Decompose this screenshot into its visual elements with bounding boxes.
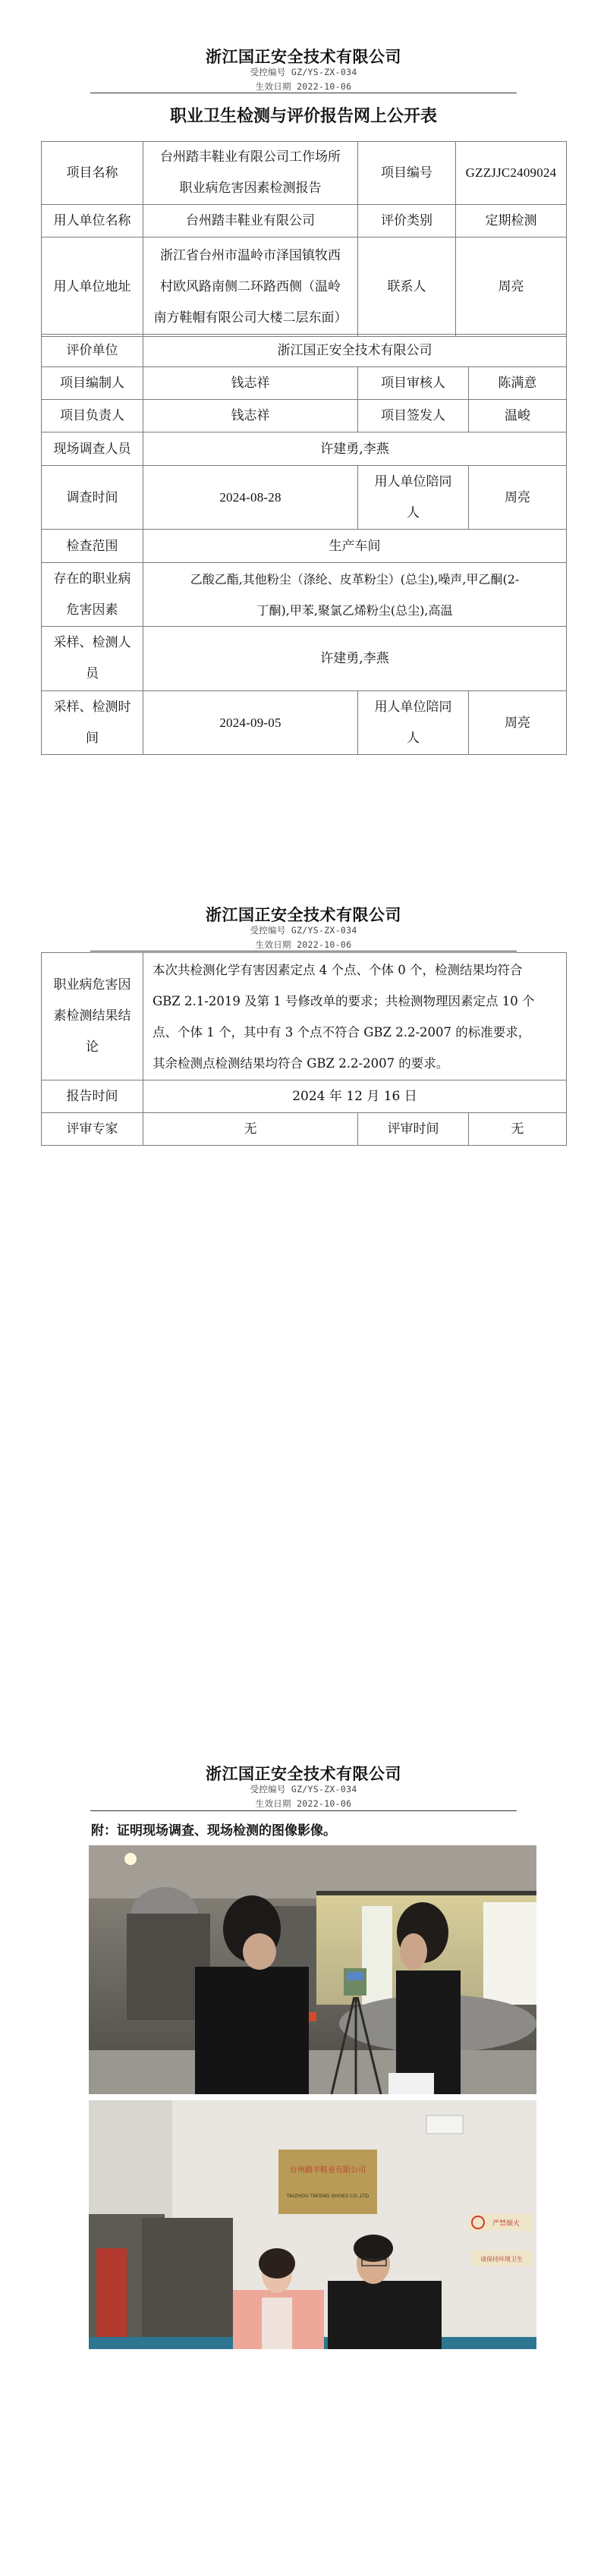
value-compiler: 钱志祥: [143, 367, 358, 400]
value-survey-accompany: 周亮: [469, 466, 567, 530]
control-number: 受控编号 GZ/YS-ZX-034: [250, 67, 357, 77]
project-name-line-1: 台州踏丰鞋业有限公司工作场所: [160, 149, 341, 165]
control-number-p3: 受控编号 GZ/YS-ZX-034: [250, 1784, 357, 1794]
header-divider-p3: [90, 1810, 517, 1811]
control-number-p2: 受控编号 GZ/YS-ZX-034: [250, 925, 357, 936]
sampling-accompany-label-line-2: 人: [407, 730, 420, 746]
label-eval-org: 评价单位: [42, 335, 143, 367]
label-review-time: 评审时间: [358, 1113, 469, 1146]
effective-date-p3: 生效日期 2022-10-06: [255, 1798, 352, 1809]
info-table-bottom: [41, 334, 567, 755]
effective-date: 生效日期 2022-10-06: [255, 81, 352, 92]
hazards-line-2: 丁酮),甲苯,聚氯乙烯粉尘(总尘),高温: [256, 602, 453, 618]
table-row-conclusion: [42, 953, 567, 1080]
value-conclusion: [143, 953, 567, 1080]
value-issuer: 温峻: [469, 400, 567, 432]
wall-sign-1-text: 严禁烟火: [492, 2220, 521, 2228]
label-samplers: [42, 627, 143, 691]
table-row-compiler: [42, 367, 567, 400]
table-row-hazards: [42, 563, 567, 627]
hazards-line-1: 乙酸乙酯,其他粉尘（涤纶、皮革粉尘）(总尘),噪声,甲乙酮(2-: [190, 571, 520, 587]
value-hazards: [143, 563, 567, 627]
address-line-1: 浙江省台州市温岭市泽国镇牧西: [160, 247, 341, 263]
conclusion-table: [41, 952, 567, 1146]
label-project-no: 项目编号: [358, 142, 456, 205]
label-compiler: 项目编制人: [42, 367, 143, 400]
table-row-project-name: [42, 142, 567, 205]
sign-en-text: TAIZHOU TAFENG SHOES CO.,LTD: [286, 2193, 370, 2199]
conclusion-label-line-3: 论: [86, 1040, 99, 1055]
label-project-name: 项目名称: [42, 142, 143, 205]
samplers-label-line-2: 员: [86, 666, 99, 681]
label-leader: 项目负责人: [42, 400, 143, 432]
table-row-employer-address: [42, 237, 567, 337]
label-hazards: [42, 563, 143, 627]
value-contact: 周亮: [456, 237, 567, 337]
label-employer-address: 用人单位地址: [42, 237, 143, 337]
address-line-3: 南方鞋帽有限公司大楼二层东面）: [153, 310, 348, 326]
table-row-site-investigators: [42, 432, 567, 466]
report-title: 职业卫生检测与评价报告网上公开表: [169, 106, 437, 126]
value-project-name: [143, 142, 358, 205]
label-sampling-accompany: [358, 691, 469, 755]
label-contact: 联系人: [358, 237, 456, 337]
effective-date-p2: 生效日期 2022-10-06: [255, 939, 352, 950]
wall-sign-2-text: 请保持环境卫生: [480, 2256, 523, 2263]
table-row-scope: [42, 530, 567, 563]
label-report-time: 报告时间: [42, 1080, 143, 1113]
company-name-p2: 浙江国正安全技术有限公司: [206, 905, 401, 924]
address-line-2: 村欧风路南侧二环路西侧（温岭: [160, 278, 341, 294]
attachment-note: 附：证明现场调查、现场检测的图像影像。: [91, 1823, 336, 1838]
label-issuer: 项目签发人: [358, 400, 469, 432]
value-review-time: 无: [469, 1113, 567, 1146]
value-sampling-time: 2024-09-05: [143, 691, 358, 755]
conclusion-line-3: 点、个体 1 个，其中有 3 个点不符合 GBZ 2.2-2007 的标准要求，: [153, 1024, 531, 1040]
conclusion-label-line-2: 素检测结果结: [53, 1008, 131, 1024]
table-row-report-time: [42, 1080, 567, 1113]
value-employer-name: 台州踏丰鞋业有限公司: [143, 205, 358, 237]
conclusion-line-2: GBZ 2.1-2019 及第 1 号修改单的要求；共检测物理因素定点 10 个: [153, 993, 535, 1008]
accompany-label-line-2: 人: [407, 505, 420, 521]
table-row-leader: [42, 400, 567, 432]
company-name-p3: 浙江国正安全技术有限公司: [206, 1764, 401, 1783]
value-survey-time: 2024-08-28: [143, 466, 358, 530]
photo-site-survey: [89, 2100, 536, 2349]
value-leader: 钱志祥: [143, 400, 358, 432]
label-reviewer: 项目审核人: [358, 367, 469, 400]
photo-site-inspection-image: [89, 1845, 536, 2094]
sign-cn-text: 台州踏丰鞋业有限公司: [290, 2166, 366, 2175]
conclusion-label-line-1: 职业病危害因: [53, 977, 131, 992]
value-employer-address: [143, 237, 358, 337]
table-row-employer-name: [42, 205, 567, 237]
table-row-survey-time: [42, 466, 567, 530]
photo-site-inspection: [89, 1845, 536, 2094]
project-name-line-2: 职业病危害因素检测报告: [179, 181, 322, 196]
sampling-time-label-line-2: 间: [86, 730, 99, 746]
table-row-sampling-time: [42, 691, 567, 755]
value-experts: 无: [143, 1113, 358, 1146]
conclusion-line-1: 本次共检测化学有害因素定点 4 个点、个体 0 个，检测结果均符合: [153, 962, 523, 977]
company-name: 浙江国正安全技术有限公司: [206, 47, 401, 66]
table-row-eval-org: [42, 335, 567, 367]
value-reviewer: 陈满意: [469, 367, 567, 400]
label-experts: 评审专家: [42, 1113, 143, 1146]
accompany-label-line-1: 用人单位陪同: [374, 473, 452, 489]
label-sampling-time: [42, 691, 143, 755]
label-survey-accompany: [358, 466, 469, 530]
label-employer-name: 用人单位名称: [42, 205, 143, 237]
table-row-review: [42, 1113, 567, 1146]
label-conclusion: [42, 953, 143, 1080]
sampling-time-label-line-1: 采样、检测时: [53, 699, 131, 715]
photo-site-survey-image: [89, 2100, 536, 2349]
value-scope: 生产车间: [143, 530, 567, 563]
value-eval-org: 浙江国正安全技术有限公司: [143, 335, 567, 367]
value-report-time: 2024 年 12 月 16 日: [143, 1080, 567, 1113]
sampling-accompany-label-line-1: 用人单位陪同: [374, 699, 452, 715]
value-site-investigators: 许建勇,李燕: [143, 432, 567, 466]
hazards-label-line-2: 危害因素: [66, 602, 118, 618]
value-sampling-accompany: 周亮: [469, 691, 567, 755]
label-eval-type: 评价类别: [358, 205, 456, 237]
value-eval-type: 定期检测: [456, 205, 567, 237]
label-scope: 检查范围: [42, 530, 143, 563]
samplers-label-line-1: 采样、检测人: [53, 635, 131, 650]
info-table-top: [41, 141, 567, 337]
value-project-no: GZZJJC2409024: [456, 142, 567, 205]
label-site-investigators: 现场调查人员: [42, 432, 143, 466]
conclusion-line-4: 其余检测点检测结果均符合 GBZ 2.2-2007 的要求。: [153, 1055, 449, 1071]
value-samplers: 许建勇,李燕: [143, 627, 567, 691]
table-row-samplers: [42, 627, 567, 691]
label-survey-time: 调查时间: [42, 466, 143, 530]
hazards-label-line-1: 存在的职业病: [53, 571, 131, 587]
